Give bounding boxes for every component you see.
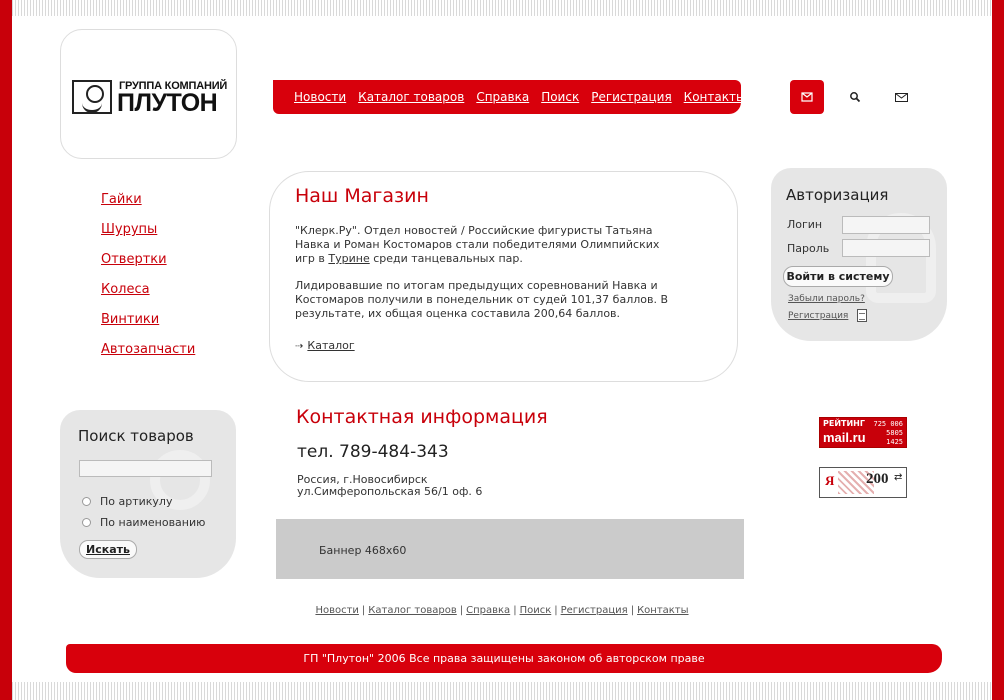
radio-by-article[interactable]: [82, 495, 172, 508]
arrow-icon: ⇢: [295, 341, 304, 352]
separator: |: [630, 605, 635, 616]
logo-title: ПЛУТОН: [117, 89, 218, 117]
category-link-screwdrivers[interactable]: Отвертки: [101, 252, 167, 267]
mailru-brand: mail.ru: [823, 430, 866, 445]
footer-link-registration[interactable]: Регистрация: [560, 605, 628, 616]
address-city: Россия, г.Новосибирск: [297, 473, 428, 486]
document-icon: [857, 309, 867, 322]
footer-link-contacts[interactable]: Контакты: [637, 605, 689, 616]
auth-title: Авторизация: [786, 186, 889, 204]
logo-mascot-icon: [72, 80, 112, 114]
login-button[interactable]: Войти в систему: [783, 266, 893, 287]
category-link-auto-parts[interactable]: Автозапчасти: [101, 342, 196, 357]
banner-placeholder[interactable]: [276, 519, 744, 579]
category-link-nuts[interactable]: Гайки: [101, 192, 142, 207]
radio-button[interactable]: [82, 518, 91, 527]
rating-numbers: [873, 420, 903, 447]
password-label: Пароль: [787, 242, 830, 255]
nav-link-catalog[interactable]: Каталог товаров: [358, 90, 465, 104]
search-title: Поиск товаров: [78, 427, 194, 445]
store-panel: [269, 171, 738, 382]
search-button[interactable]: Искать: [79, 540, 137, 559]
category-link-screws[interactable]: Шурупы: [101, 222, 158, 237]
top-nav: [273, 80, 746, 114]
rating-number: 1425: [886, 438, 903, 446]
catalog-link-row: [295, 339, 355, 352]
contacts-title: Контактная информация: [296, 406, 548, 428]
separator: |: [361, 605, 366, 616]
copyright-bar: [66, 644, 942, 673]
yandex-logo: Я: [825, 473, 835, 488]
search-icon[interactable]: [838, 80, 872, 114]
turin-link[interactable]: Турине: [328, 252, 370, 265]
radio-by-name[interactable]: [82, 516, 205, 529]
category-link-bolts[interactable]: Винтики: [101, 312, 160, 327]
separator: |: [513, 605, 517, 616]
yandex-citation-counter[interactable]: [819, 467, 907, 498]
bottom-stripe: [12, 682, 992, 700]
footer-link-news[interactable]: Новости: [315, 605, 359, 616]
radio-label: По наименованию: [100, 516, 206, 529]
rating-number: 5805: [886, 429, 903, 437]
category-menu: [101, 192, 195, 372]
product-search-panel: [60, 410, 236, 578]
product-search-input[interactable]: [79, 460, 212, 477]
store-result-paragraph: Лидировавшие по итогам предыдущих соревнований Навка и Костомаров получили в понедельник от судей 101,37 баллов. В результате, их общая оценка составила 200,64 баллов.: [295, 279, 669, 320]
radio-label: По артикулу: [100, 495, 173, 508]
forgot-password-link[interactable]: Забыли пароль?: [788, 294, 865, 304]
register-link[interactable]: Регистрация: [788, 311, 849, 321]
store-text-end: среди танцевальных пар.: [369, 252, 523, 265]
rating-label: РЕЙТИНГ: [823, 419, 865, 428]
left-red-border: [0, 0, 12, 700]
phone-number: тел. 789-484-343: [297, 442, 449, 462]
refresh-icon: ⇄: [894, 472, 903, 483]
store-title: Наш Магазин: [295, 185, 429, 207]
mailru-rating-counter[interactable]: [819, 417, 907, 448]
radio-button[interactable]: [82, 497, 91, 506]
address-street: ул.Симферопольская 56/1 оф. 6: [297, 485, 483, 498]
separator: |: [459, 605, 464, 616]
mail-icon[interactable]: [884, 80, 918, 114]
separator: |: [554, 605, 558, 616]
banner-text: Баннер 468x60: [319, 544, 407, 557]
nav-link-contacts[interactable]: Контакты: [683, 90, 746, 104]
footer-link-search[interactable]: Поиск: [519, 605, 552, 616]
logo-subtitle: ГРУППА КОМПАНИЙ: [119, 80, 228, 92]
footer-nav: [0, 605, 1004, 616]
store-text: "Клерк.Ру". Отдел новостей / Российские фигуристы Татьяна Навка и Роман Костомаров стали победителями Олимпийских игр в: [295, 224, 660, 265]
catalog-link[interactable]: Каталог: [307, 339, 355, 352]
top-stripe: [12, 0, 992, 16]
footer-link-help[interactable]: Справка: [466, 605, 511, 616]
category-link-wheels[interactable]: Колеса: [101, 282, 150, 297]
address: [297, 474, 482, 498]
right-red-border: [992, 0, 1004, 700]
footer-link-catalog[interactable]: Каталог товаров: [368, 605, 457, 616]
nav-link-news[interactable]: Новости: [294, 90, 347, 104]
logo[interactable]: [60, 29, 237, 159]
password-field[interactable]: [842, 239, 930, 257]
auth-panel: [771, 168, 947, 341]
rating-number: 725 006: [873, 420, 903, 428]
home-icon[interactable]: [790, 80, 824, 114]
copyright-text: ГП "Плутон" 2006 Все права защищены законом об авторском праве: [303, 652, 705, 665]
store-news-paragraph: [295, 224, 675, 266]
nav-link-search[interactable]: Поиск: [541, 90, 580, 104]
nav-link-help[interactable]: Справка: [476, 90, 530, 104]
nav-link-registration[interactable]: Регистрация: [591, 90, 672, 104]
login-field[interactable]: [842, 216, 930, 234]
citation-index: 200: [866, 471, 889, 487]
login-label: Логин: [787, 218, 823, 231]
